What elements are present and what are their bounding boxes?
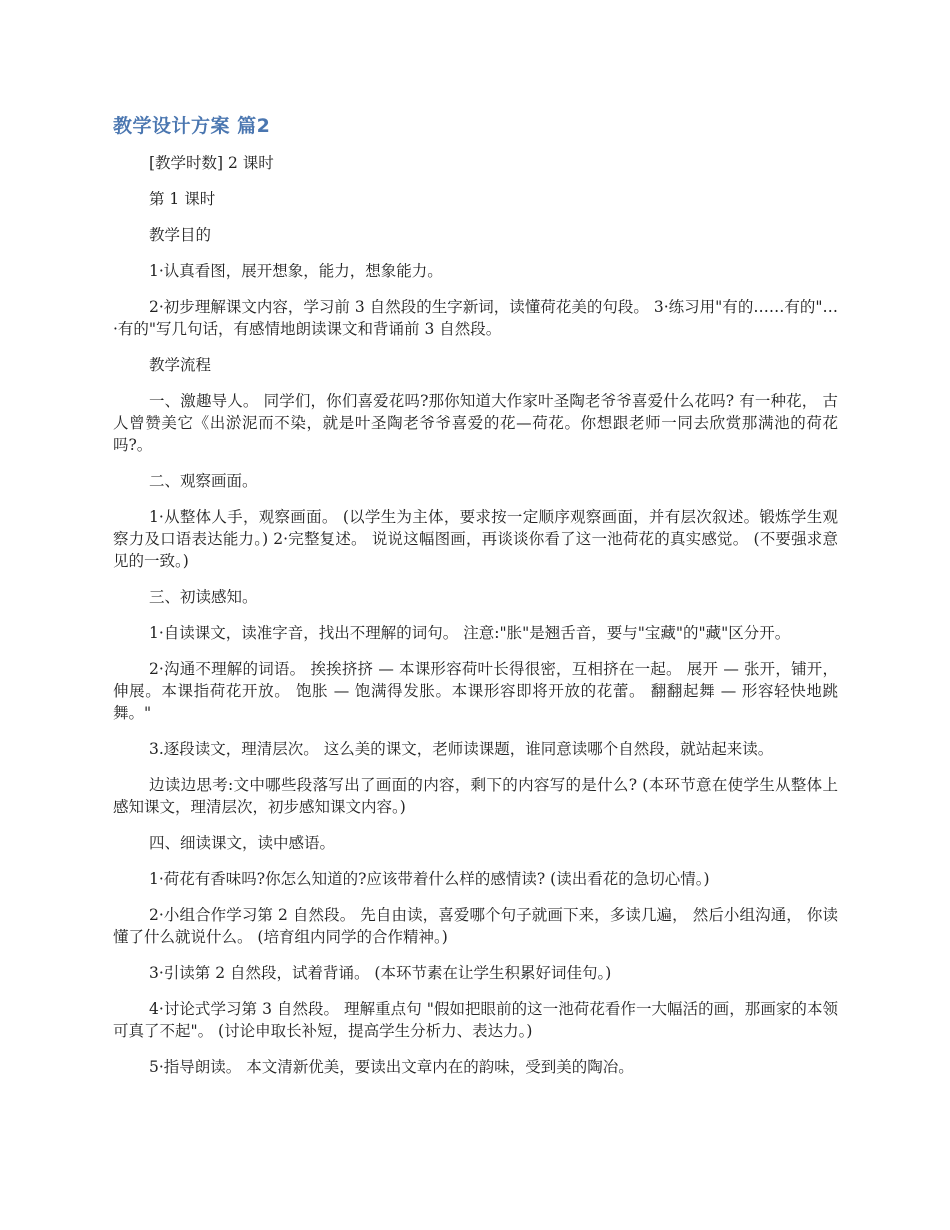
- paragraph-section-2-body: 1·从整体人手，观察画面。 (以学生为主体，要求按一定顺序观察画面，并有层次叙述。锻炼学生观察力及口语表达能力。) 2·完整复述。 说说这幅图画，再谈谈你看了这一池荷花的真实感觉。 (不要强求意见的一致。): [113, 508, 838, 570]
- paragraph-section-3-item-1: 1·自读课文，读准字音，找出不理解的词句。 注意:"胀"是翘舌音，要与"宝藏"的"藏"区分开。: [149, 624, 791, 642]
- paragraph-section-4-heading: 四、细读课文，读中感语。: [149, 834, 336, 852]
- paragraph-lesson-1: 第 1 课时: [149, 190, 216, 208]
- paragraph-objective-2-3: 2·初步理解课文内容，学习前 3 自然段的生字新词，读懂荷花美的句段。 3·练习用"有的……有的"…·有的"写几句话，有感情地朗读课文和背诵前 3 自然段。: [113, 298, 838, 338]
- paragraph-section-3-item-2: 2·沟通不理解的词语。 挨挨挤挤 — 本课形容荷叶长得很密，互相挤在一起。 展开 — 张开，铺开，伸展。本课指荷花开放。 饱胀 — 饱满得发胀。本课形容即将开放的花蕾。 翻翻起舞 — 形容轻快地跳舞。": [113, 660, 838, 722]
- paragraph-section-4-item-5: 5·指导朗读。 本文清新优美，要读出文章内在的韵味，受到美的陶冶。: [149, 1058, 634, 1076]
- document-title: 教学设计方案 篇2: [113, 115, 271, 137]
- paragraph-objective-1: 1·认真看图，展开想象，能力，想象能力。: [149, 262, 443, 280]
- paragraph-section-4-item-2: 2·小组合作学习第 2 自然段。 先自由读，喜爱哪个句子就画下来，多读几遍， 然后小组沟通， 你读懂了什么就说什么。 (培育组内同学的合作精神。): [113, 906, 838, 946]
- paragraph-section-2-heading: 二、观察画面。: [149, 472, 258, 490]
- paragraph-process-heading: 教学流程: [149, 356, 212, 374]
- paragraph-section-1: 一、激趣导人。 同学们，你们喜爱花吗?那你知道大作家叶圣陶老爷爷喜爱什么花吗? 有一种花， 古人曾赞美它《出淤泥而不染，就是叶圣陶老爷爷喜爱的花—荷花。你想跟老师一同去欣赏那满池的荷花吗?。: [113, 392, 838, 454]
- paragraph-section-4-item-4: 4·讨论式学习第 3 自然段。 理解重点句 "假如把眼前的这一池荷花看作一大幅活的画，那画家的本领可真了不起"。 (讨论申取长补短，提高学生分析力、表达力。): [113, 1000, 838, 1040]
- paragraph-section-3-think: 边读边思考:文中哪些段落写出了画面的内容，剩下的内容写的是什么? (本环节意在使学生从整体上感知课文，理清层次，初步感知课文内容。): [113, 776, 838, 816]
- paragraph-section-3-item-3: 3.逐段读文，理清层次。 这么美的课文，老师读课题，谁同意读哪个自然段，就站起来读。: [149, 740, 774, 758]
- paragraph-section-4-item-1: 1·荷花有香味吗?你怎么知道的?应该带着什么样的感情读? (读出看花的急切心情。): [149, 870, 710, 888]
- paragraph-objectives-heading: 教学目的: [149, 226, 212, 244]
- document-page: [113, 112, 838, 1092]
- paragraph-section-3-heading: 三、初读感知。: [149, 588, 258, 606]
- paragraph-section-4-item-3: 3·引读第 2 自然段，试着背诵。 (本环节素在让学生积累好词佳句。): [149, 964, 612, 982]
- paragraph-lesson-hours: [教学时数] 2 课时: [149, 154, 274, 172]
